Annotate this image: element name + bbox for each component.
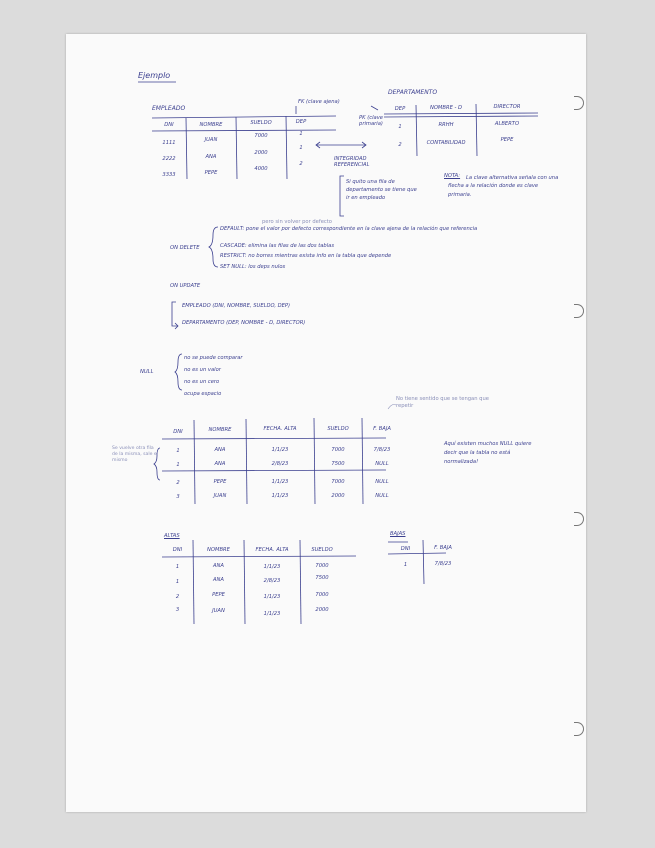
table-cell: 1 bbox=[175, 579, 180, 585]
departamento-header: NOMBRE - D bbox=[429, 105, 463, 111]
empleado-header: DNI bbox=[164, 122, 174, 128]
altas-caption: ALTAS bbox=[164, 533, 180, 539]
bajas-caption: BAJAS bbox=[390, 531, 406, 537]
table-cell: PEPE bbox=[212, 592, 225, 598]
handwritten-lines bbox=[66, 34, 586, 812]
table-cell: 1 bbox=[398, 124, 402, 130]
on-delete-default: DEFAULT: pone el valor por defecto correspondiente en la clave ajena de la relación que referencia bbox=[220, 226, 478, 232]
empleado-header: NOMBRE bbox=[199, 122, 223, 128]
table-cell: 1/1/23 bbox=[271, 447, 289, 453]
nota-text: La clave alternativa señala con una flecha a la relación donde es clave primaria. bbox=[448, 175, 559, 198]
page-title: Ejemplo bbox=[138, 71, 171, 80]
on-delete-restrict: RESTRICT: no borres mientras exista info en la tabla que depende bbox=[220, 253, 392, 259]
table-cell: 3333 bbox=[162, 172, 176, 178]
table-cell: JUAN bbox=[213, 493, 227, 499]
table-cell: ANA bbox=[213, 563, 224, 569]
main-header: F. BAJA bbox=[373, 426, 391, 432]
table-cell: 1 bbox=[299, 131, 303, 137]
side-note: Se vuelve otra fila de la misma, sale el mismo bbox=[112, 446, 158, 463]
departamento-caption: DEPARTAMENTO bbox=[388, 89, 438, 96]
table-cell: 1 bbox=[176, 462, 180, 468]
table-cell: RRHH bbox=[438, 122, 454, 128]
null-item: no es un cero bbox=[184, 379, 220, 385]
main-header: SUELDO bbox=[327, 426, 349, 432]
table-cell: 7500 bbox=[331, 461, 345, 467]
table-cell: JUAN bbox=[212, 608, 225, 614]
table-cell: 7/8/23 bbox=[434, 561, 452, 567]
table-cell: 2/8/23 bbox=[271, 461, 289, 467]
bajas-header: F. BAJA bbox=[434, 545, 452, 551]
on-delete-note: pero sin volver por defecto bbox=[262, 219, 332, 225]
table-cell: NULL bbox=[375, 461, 389, 467]
empleado-header: SUELDO bbox=[250, 120, 272, 126]
table-cell: 7500 bbox=[315, 575, 329, 581]
table-cell: ANA bbox=[213, 577, 224, 583]
table-cell: 1 bbox=[176, 448, 180, 454]
table-cell: 2000 bbox=[331, 493, 345, 499]
no-sentido-note: No tiene sentido que se tengan que repetir bbox=[396, 396, 489, 409]
on-delete-cascade: CASCADE: elimina las filas de las dos tablas bbox=[220, 243, 335, 249]
table-cell: NULL bbox=[375, 479, 389, 485]
main-header: DNI bbox=[173, 429, 183, 435]
schema-empleado: EMPLEADO (DNI, NOMBRE, SUELDO, DEP) bbox=[182, 303, 291, 309]
table-cell: PEPE bbox=[213, 479, 227, 485]
on-delete-label: ON DELETE bbox=[170, 245, 200, 251]
table-cell: PEPE bbox=[500, 137, 514, 143]
altas-header: SUELDO bbox=[311, 547, 333, 553]
table-cell: PEPE bbox=[204, 170, 218, 176]
null-item: no es un valor bbox=[184, 367, 221, 373]
table-cell: 2222 bbox=[162, 156, 176, 162]
table-cell: 2/8/23 bbox=[263, 578, 281, 584]
table-cell: 1111 bbox=[162, 140, 176, 146]
table-cell: 1/1/23 bbox=[271, 493, 289, 499]
table-cell: JUAN bbox=[204, 137, 218, 143]
table-cell: 7000 bbox=[315, 563, 329, 569]
table-cell: 1/1/23 bbox=[263, 611, 281, 617]
table-cell: 2000 bbox=[315, 607, 329, 613]
nota-label: NOTA: bbox=[444, 173, 461, 179]
integridad-title: INTEGRIDAD REFERENCIAL bbox=[334, 156, 370, 169]
table-cell: CONTABILIDAD bbox=[426, 140, 466, 146]
table-cell: 7000 bbox=[315, 592, 329, 598]
table-cell: 7000 bbox=[331, 479, 345, 485]
table-cell: 2 bbox=[398, 142, 402, 148]
table-cell: ALBERTO bbox=[494, 121, 520, 127]
table-cell: 1/1/23 bbox=[263, 564, 281, 570]
table-cell: ANA bbox=[214, 461, 226, 467]
altas-header: NOMBRE bbox=[207, 547, 230, 553]
table-cell: 3 bbox=[176, 494, 180, 500]
main-header: FECHA. ALTA bbox=[263, 426, 297, 432]
table-cell: 7000 bbox=[331, 447, 345, 453]
table-cell: ANA bbox=[214, 447, 226, 453]
table-cell: ANA bbox=[205, 154, 217, 160]
null-item: ocupa espacio bbox=[184, 391, 222, 397]
on-update-label: ON UPDATE bbox=[170, 283, 201, 289]
altas-header: FECHA. ALTA bbox=[255, 547, 289, 553]
table-cell: 2 bbox=[299, 161, 303, 167]
null-label: NULL bbox=[140, 369, 154, 375]
table-cell: 2 bbox=[175, 594, 180, 600]
empleado-caption: EMPLEADO bbox=[152, 105, 186, 112]
table-cell: 1 bbox=[403, 562, 408, 568]
pk-note: PK (clave primaria) bbox=[359, 115, 383, 127]
table-cell: 1/1/23 bbox=[271, 479, 289, 485]
main-header: NOMBRE bbox=[208, 427, 232, 433]
table-cell: 1/1/23 bbox=[263, 594, 281, 600]
schema-departamento: DEPARTAMENTO (DEP, NOMBRE - D, DIRECTOR) bbox=[182, 320, 306, 326]
departamento-header: DEP bbox=[394, 106, 406, 112]
on-delete-set-null: SET NULL: los deps nulos bbox=[220, 264, 286, 270]
fk-note: FK (clave ajena) bbox=[298, 99, 340, 105]
normalization-note: Aquí existen muchos NULL quiere decir que la tabla no está normalizada! bbox=[444, 441, 532, 465]
table-cell: 3 bbox=[175, 607, 180, 613]
table-cell: 1 bbox=[299, 145, 303, 151]
table-cell: 2000 bbox=[254, 150, 268, 156]
departamento-header: DIRECTOR bbox=[493, 104, 521, 110]
table-cell: 1 bbox=[175, 564, 180, 570]
integridad-text: Si quito una fila de departamento se tiene que ir en empleado bbox=[346, 179, 417, 202]
notebook-page bbox=[66, 34, 586, 812]
table-cell: 4000 bbox=[254, 166, 268, 172]
altas-header: DNI bbox=[172, 547, 183, 553]
bajas-header: DNI bbox=[400, 546, 411, 552]
table-cell: 7/8/23 bbox=[373, 447, 391, 453]
null-item: no se puede comparar bbox=[184, 355, 243, 361]
table-cell: NULL bbox=[375, 493, 389, 499]
table-cell: 2 bbox=[176, 480, 180, 486]
table-cell: 7000 bbox=[254, 133, 268, 139]
empleado-header: DEP bbox=[295, 119, 307, 125]
